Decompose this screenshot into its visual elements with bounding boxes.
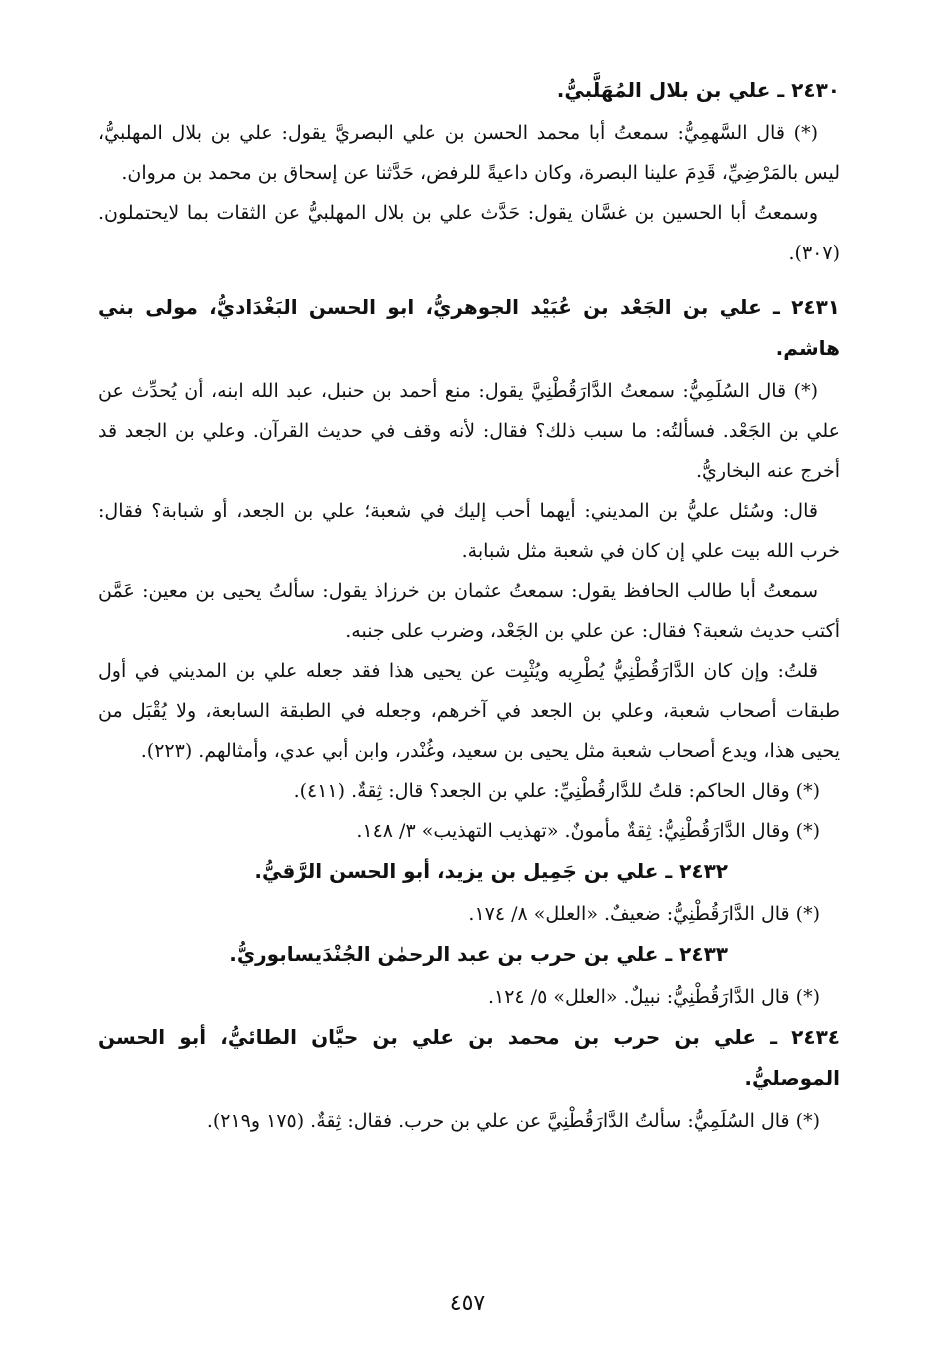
entry-2433-paragraph-1: (*) قال الدَّارَقُطْنِيُّ: نبيلٌ. «العلل» ٥/ ١٢٤. [487,986,820,1008]
entry-2432-paragraph-1: (*) قال الدَّارَقُطْنِيُّ: ضعيفٌ. «العلل» ٨/ ١٧٤. [468,903,820,925]
entry-heading-2431: ٢٤٣١ ـ علي بن الجَعْد بن عُبَيْد الجوهريُّ، ابو الحسن البَغْدَاديُّ، مولى بني هاشم. [98,295,840,360]
entry-2431-citation-1: (*) وقال الحاكم: قلتُ للدَّارقُطْنِيِّ: علي بن الجعد؟ قال: ثِقةٌ. (٤١١). [293,780,820,802]
entry-2431-paragraph-1: (*) قال السُلَمِيُّ: سمعتُ الدَّارَقُطْنِيَّ يقول: منع أحمد بن حنبل، عبد الله ابنه، أن يُحدِّث عن علي بن الجَعْد. فسألتُه: ما سبب ذلك؟ فقال: لأنه وقف في حديث القرآن. وعلي بن الجعد قد أخرج عنه البخاريُّ. [98,380,840,482]
entry-heading-2433: ٢٤٣٣ ـ علي بن حرب بن عبد الرحمٰن الجُنْدَيسابوريُّ. [229,942,728,966]
entry-2431-paragraph-2: قال: وسُئل عليُّ بن المديني: أيهما أحب إليك في شعبة؛ علي بن الجعد، أو شبابة؟ فقال: خرب الله بيت علي إن كان في شعبة مثل شبابة. [98,500,840,562]
entry-2431-paragraph-3: سمعتُ أبا طالب الحافظ يقول: سمعتُ عثمان بن خرزاذ يقول: سألتُ يحيى بن معين: عَمَّن أكتب حديث شعبة؟ فقال: عن علي بن الجَعْد، وضرب على جنبه. [98,580,840,642]
page-body [98,70,840,1141]
entry-2431-citation-2: (*) وقال الدَّارَقُطْنِيُّ: ثِقةٌ مأمونٌ. «تهذيب التهذيب» ٣/ ١٤٨. [356,820,820,842]
entry-2434-paragraph-1: (*) قال السُلَمِيُّ: سألتُ الدَّارَقُطْنِيَّ عن علي بن حرب. فقال: ثِقةٌ. (١٧٥ و٢١٩). [206,1110,820,1132]
page-number: ٤٥٧ [449,1291,486,1316]
entry-heading-2434: ٢٤٣٤ ـ علي بن حرب بن محمد بن علي بن حيَّان الطائيُّ، أبو الحسن الموصليُّ. [98,1025,840,1090]
entry-2430-paragraph-1: (*) قال السَّهمِيُّ: سمعتُ أبا محمد الحسن بن علي البصريَّ يقول: علي بن بلال المهلبيُّ، ليس بالمَرْضِيِّ، قَدِمَ علينا البصرة، وكان داعيةً للرفض، حَدَّثنا عن إسحاق بن محمد بن مروان. [98,122,840,184]
entry-heading-2432: ٢٤٣٢ ـ علي بن جَمِيل بن يزيد، أبو الحسن الرَّقيُّ. [254,859,728,883]
entry-2431-paragraph-4: قلتُ: وإن كان الدَّارَقُطْنِيُّ يُطْرِيه ويُثْبِت عن يحيى هذا فقد جعله علي بن المديني في أول طبقات أصحاب شعبة، وعلي بن الجعد في آخرهم، وجعله في الطبقة السابعة، ولا يُقْبَل من يحيى هذا، ويدع أصحاب شعبة مثل يحيى بن سعيد، وغُنْدر، وابن أبي عدي، وأمثالهم. (٢٢٣). [98,660,840,762]
entry-heading-2430: ٢٤٣٠ ـ علي بن بلال المُهَلَّبيُّ. [556,78,840,102]
entry-2430-paragraph-2: وسمعتُ أبا الحسين بن غسَّان يقول: حَدَّث علي بن بلال المهلبيُّ عن الثقات بما لايحتملون. (٣٠٧). [98,202,840,264]
